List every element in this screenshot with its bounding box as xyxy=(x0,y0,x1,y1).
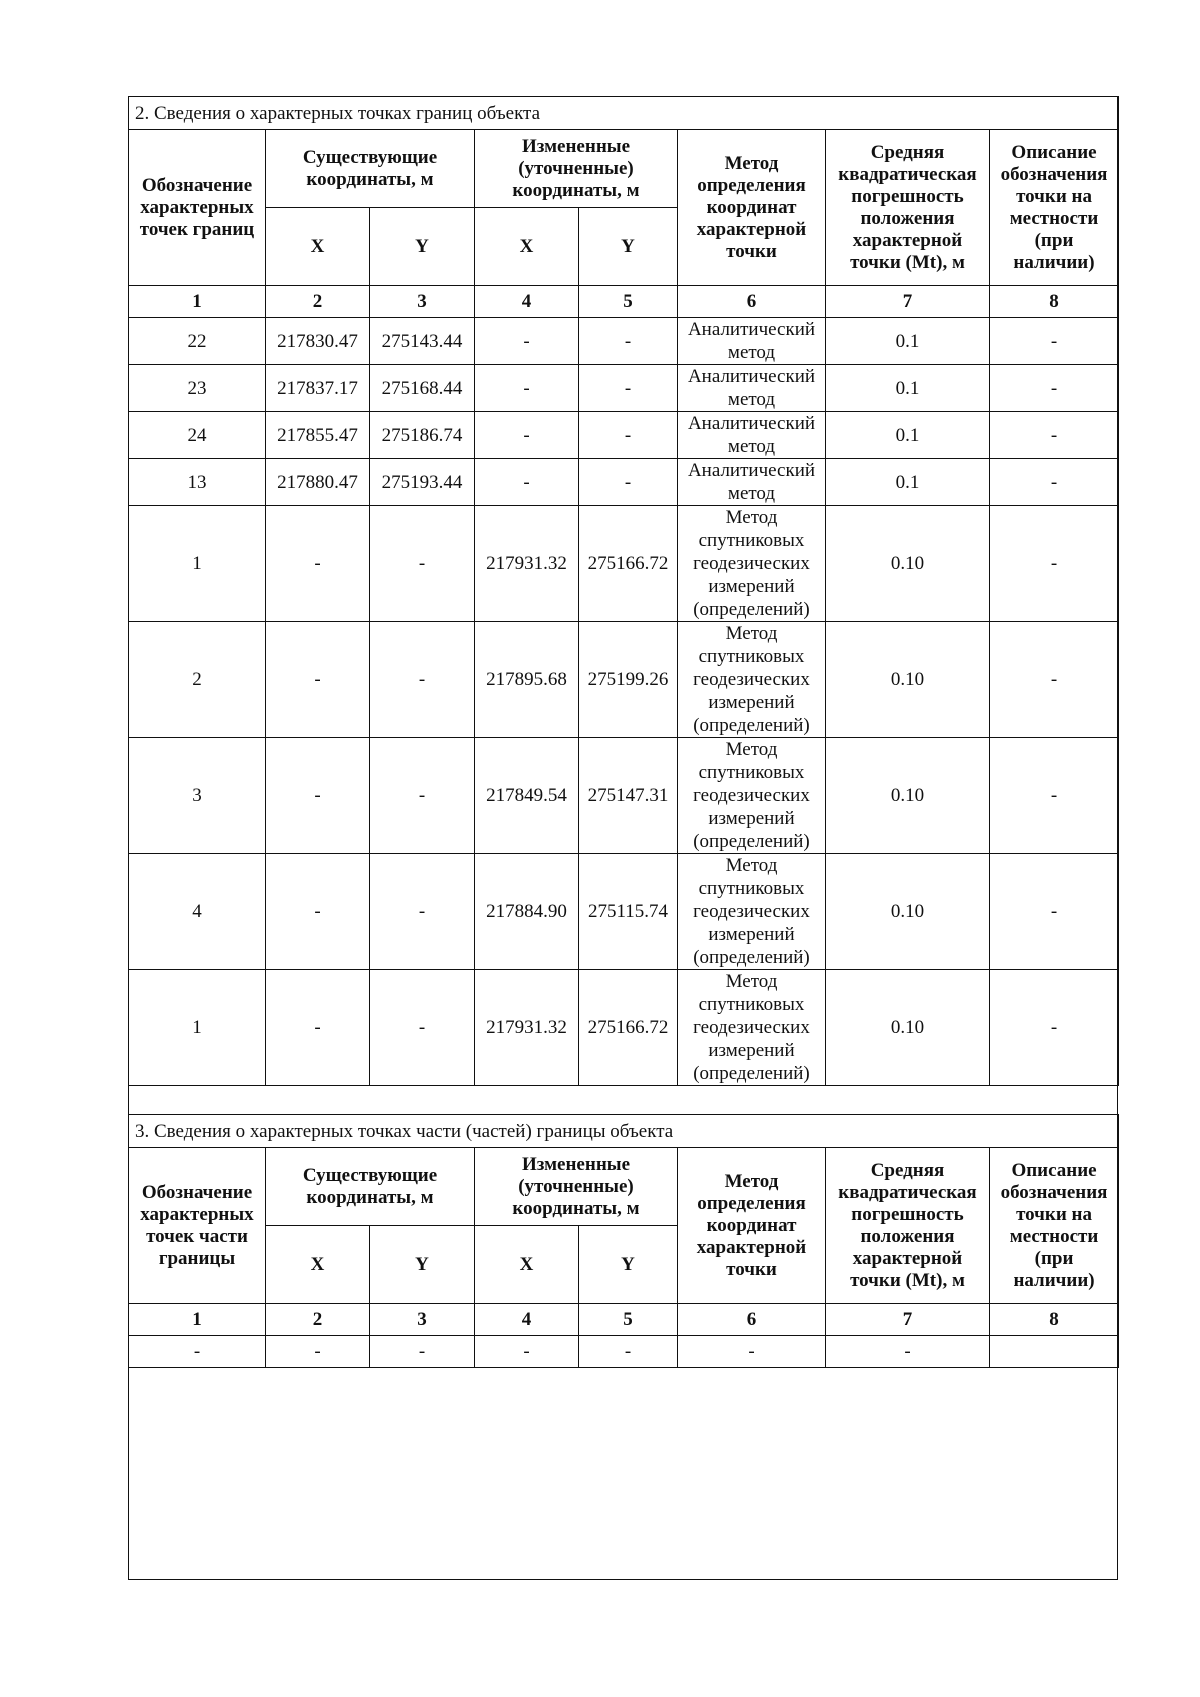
col-number: 3 xyxy=(370,286,475,318)
description-cell: - xyxy=(990,506,1119,622)
col-number: 2 xyxy=(266,286,370,318)
header-x: X xyxy=(266,208,370,286)
existing-x-cell: 217880.47 xyxy=(266,459,370,506)
header-y: Y xyxy=(370,1226,475,1304)
changed-y-cell: - xyxy=(579,365,678,412)
table-row xyxy=(129,412,1119,459)
error-cell: - xyxy=(826,1336,990,1368)
changed-x-cell: 217931.32 xyxy=(475,970,579,1086)
header-description: Описание обозначения точки на местности (при наличии) xyxy=(990,1148,1119,1304)
existing-x-cell: - xyxy=(266,622,370,738)
point-id-cell: - xyxy=(129,1336,266,1368)
table-row xyxy=(129,622,1119,738)
changed-x-cell: 217884.90 xyxy=(475,854,579,970)
changed-y-cell: 275115.74 xyxy=(579,854,678,970)
col-number: 6 xyxy=(678,286,826,318)
table-row xyxy=(129,365,1119,412)
description-cell: - xyxy=(990,622,1119,738)
method-cell: Аналитический метод xyxy=(678,318,826,365)
table-row xyxy=(129,854,1119,970)
header-y: Y xyxy=(579,208,678,286)
table-row xyxy=(129,970,1119,1086)
point-id-cell: 4 xyxy=(129,854,266,970)
description-cell: - xyxy=(990,970,1119,1086)
changed-x-cell: 217895.68 xyxy=(475,622,579,738)
existing-y-cell: - xyxy=(370,970,475,1086)
point-id-cell: 22 xyxy=(129,318,266,365)
changed-y-cell: - xyxy=(579,1336,678,1368)
col-number: 7 xyxy=(826,286,990,318)
error-cell: 0.1 xyxy=(826,459,990,506)
point-id-cell: 1 xyxy=(129,506,266,622)
existing-y-cell: - xyxy=(370,622,475,738)
existing-x-cell: - xyxy=(266,970,370,1086)
part-boundary-points-table xyxy=(128,1114,1119,1368)
error-cell: 0.10 xyxy=(826,854,990,970)
header-y: Y xyxy=(579,1226,678,1304)
description-cell xyxy=(990,1336,1119,1368)
error-cell: 0.1 xyxy=(826,318,990,365)
method-cell: Аналитический метод xyxy=(678,459,826,506)
method-cell: Аналитический метод xyxy=(678,365,826,412)
header-designation: Обозначение характерных точек части границы xyxy=(129,1148,266,1304)
changed-y-cell: - xyxy=(579,459,678,506)
changed-y-cell: 275166.72 xyxy=(579,970,678,1086)
col-number: 4 xyxy=(475,286,579,318)
header-existing: Существующие координаты, м xyxy=(266,1148,475,1226)
col-number: 8 xyxy=(990,286,1119,318)
point-id-cell: 24 xyxy=(129,412,266,459)
existing-x-cell: - xyxy=(266,1336,370,1368)
col-number: 3 xyxy=(370,1304,475,1336)
col-number: 5 xyxy=(579,286,678,318)
description-cell: - xyxy=(990,365,1119,412)
section-title: 2. Сведения о характерных точках границ объекта xyxy=(129,97,1119,130)
changed-y-cell: 275147.31 xyxy=(579,738,678,854)
method-cell: Метод спутниковых геодезических измерений (определений) xyxy=(678,970,826,1086)
changed-x-cell: - xyxy=(475,459,579,506)
header-description: Описание обозначения точки на местности (при наличии) xyxy=(990,130,1119,286)
description-cell: - xyxy=(990,318,1119,365)
changed-x-cell: - xyxy=(475,1336,579,1368)
table-row xyxy=(129,738,1119,854)
point-id-cell: 23 xyxy=(129,365,266,412)
existing-x-cell: 217837.17 xyxy=(266,365,370,412)
col-number: 1 xyxy=(129,286,266,318)
table-row xyxy=(129,1336,1119,1368)
changed-y-cell: - xyxy=(579,318,678,365)
method-cell: Метод спутниковых геодезических измерений (определений) xyxy=(678,738,826,854)
header-method: Метод определения координат характерной точки xyxy=(678,1148,826,1304)
existing-y-cell: 275186.74 xyxy=(370,412,475,459)
error-cell: 0.10 xyxy=(826,622,990,738)
changed-x-cell: - xyxy=(475,365,579,412)
header-error: Средняя квадратическая погрешность положения характерной точки (Mt), м xyxy=(826,1148,990,1304)
method-cell: Метод спутниковых геодезических измерений (определений) xyxy=(678,506,826,622)
existing-x-cell: 217855.47 xyxy=(266,412,370,459)
method-cell: Метод спутниковых геодезических измерений (определений) xyxy=(678,854,826,970)
description-cell: - xyxy=(990,459,1119,506)
existing-y-cell: 275193.44 xyxy=(370,459,475,506)
existing-y-cell: - xyxy=(370,738,475,854)
table-row xyxy=(129,318,1119,365)
method-cell: - xyxy=(678,1336,826,1368)
existing-x-cell: - xyxy=(266,506,370,622)
error-cell: 0.10 xyxy=(826,738,990,854)
col-number: 6 xyxy=(678,1304,826,1336)
method-cell: Аналитический метод xyxy=(678,412,826,459)
header-designation: Обозначение характерных точек границ xyxy=(129,130,266,286)
point-id-cell: 3 xyxy=(129,738,266,854)
point-id-cell: 13 xyxy=(129,459,266,506)
point-id-cell: 2 xyxy=(129,622,266,738)
col-number: 7 xyxy=(826,1304,990,1336)
header-x: X xyxy=(475,1226,579,1304)
table-row xyxy=(129,506,1119,622)
header-y: Y xyxy=(370,208,475,286)
header-method: Метод определения координат характерной точки xyxy=(678,130,826,286)
changed-y-cell: - xyxy=(579,412,678,459)
existing-x-cell: - xyxy=(266,738,370,854)
error-cell: 0.10 xyxy=(826,970,990,1086)
changed-y-cell: 275166.72 xyxy=(579,506,678,622)
existing-x-cell: 217830.47 xyxy=(266,318,370,365)
existing-y-cell: - xyxy=(370,506,475,622)
changed-x-cell: - xyxy=(475,318,579,365)
header-x: X xyxy=(475,208,579,286)
header-x: X xyxy=(266,1226,370,1304)
existing-y-cell: 275143.44 xyxy=(370,318,475,365)
existing-y-cell: - xyxy=(370,1336,475,1368)
existing-y-cell: - xyxy=(370,854,475,970)
method-cell: Метод спутниковых геодезических измерений (определений) xyxy=(678,622,826,738)
col-number: 4 xyxy=(475,1304,579,1336)
changed-x-cell: 217931.32 xyxy=(475,506,579,622)
col-number: 5 xyxy=(579,1304,678,1336)
existing-x-cell: - xyxy=(266,854,370,970)
header-changed: Измененные (уточненные) координаты, м xyxy=(475,130,678,208)
changed-x-cell: - xyxy=(475,412,579,459)
description-cell: - xyxy=(990,854,1119,970)
col-number: 2 xyxy=(266,1304,370,1336)
changed-x-cell: 217849.54 xyxy=(475,738,579,854)
col-number: 1 xyxy=(129,1304,266,1336)
description-cell: - xyxy=(990,738,1119,854)
description-cell: - xyxy=(990,412,1119,459)
error-cell: 0.10 xyxy=(826,506,990,622)
boundary-points-table xyxy=(128,96,1119,1086)
col-number: 8 xyxy=(990,1304,1119,1336)
header-error: Средняя квадратическая погрешность положения характерной точки (Mt), м xyxy=(826,130,990,286)
header-changed: Измененные (уточненные) координаты, м xyxy=(475,1148,678,1226)
header-existing: Существующие координаты, м xyxy=(266,130,475,208)
point-id-cell: 1 xyxy=(129,970,266,1086)
error-cell: 0.1 xyxy=(826,365,990,412)
changed-y-cell: 275199.26 xyxy=(579,622,678,738)
table-row xyxy=(129,459,1119,506)
existing-y-cell: 275168.44 xyxy=(370,365,475,412)
section-title: 3. Сведения о характерных точках части (частей) границы объекта xyxy=(129,1115,1119,1148)
error-cell: 0.1 xyxy=(826,412,990,459)
